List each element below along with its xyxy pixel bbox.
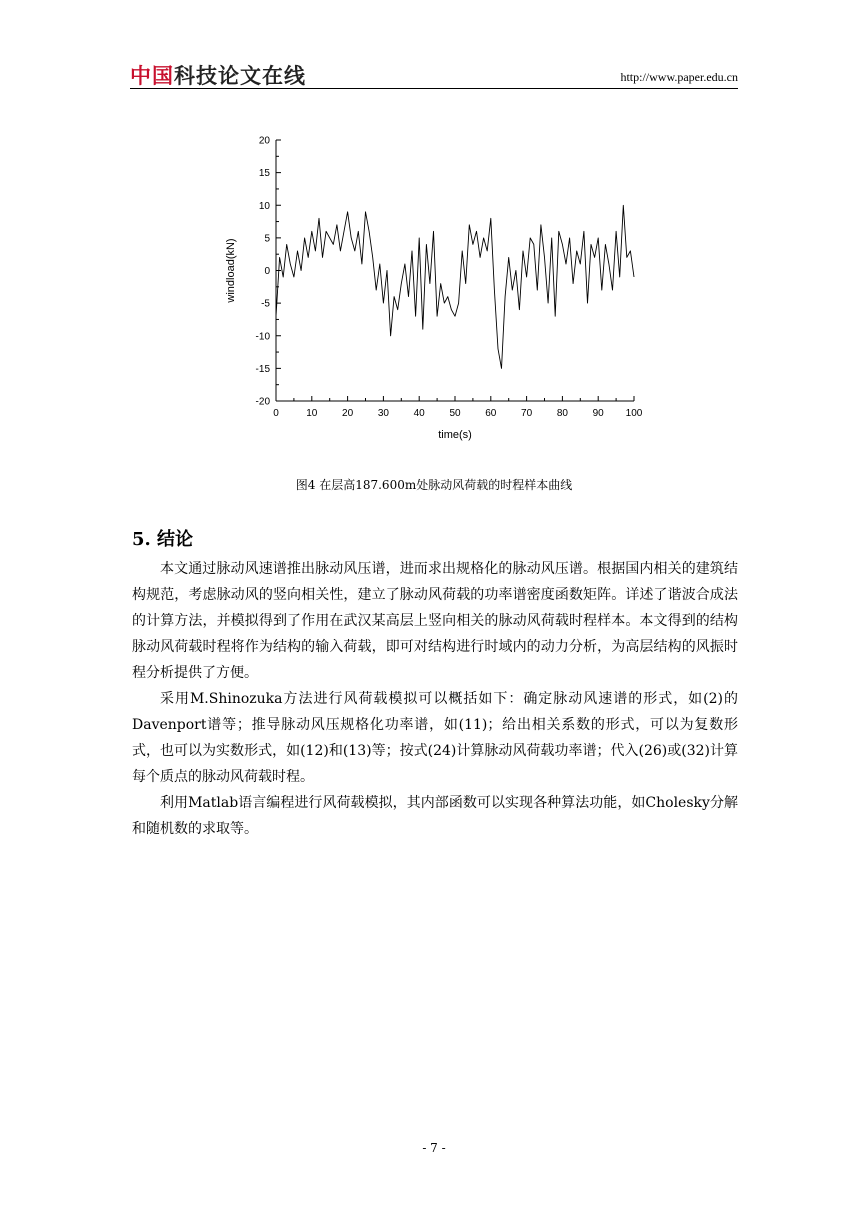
section-body xyxy=(132,556,738,842)
x-tick-label: 20 xyxy=(342,408,354,419)
y-tick-label: 15 xyxy=(258,168,270,180)
figure-caption: 图4 在层高187.600m处脉动风荷载的时程样本曲线 xyxy=(295,478,573,492)
journal-logo xyxy=(130,60,306,90)
y-tick-label: 10 xyxy=(258,200,270,212)
x-tick-label: 30 xyxy=(377,408,389,419)
x-tick-label: 10 xyxy=(306,408,318,419)
paragraph-1: 本文通过脉动风速谱推出脉动风压谱，进而求出规格化的脉动风压谱。根据国内相关的建筑结构规范，考虑脉动风的竖向相关性，建立了脉动风荷载的功率谱密度函数矩阵。详述了谐波合成法的计算方法，并模拟得到了作用在武汉某高层上竖向相关的脉动风荷载时程样本。本文得到的结构脉动风荷载时程将作为结构的输入荷载，即可对结构进行时域内的动力分析，为高层结构的风振时程分析提供了方便。 xyxy=(132,561,738,681)
windload-time-history-chart xyxy=(200,120,660,450)
y-tick-label: -5 xyxy=(261,298,270,310)
x-tick-label: 0 xyxy=(273,408,279,419)
x-tick-label: 70 xyxy=(521,408,533,419)
x-axis-label: time(s) xyxy=(438,429,472,441)
logo-dark-text: 科技论文在线 xyxy=(174,64,306,88)
x-tick-label: 100 xyxy=(625,408,643,419)
header-url[interactable]: http://www.paper.edu.cn xyxy=(620,70,738,84)
windload-series-line xyxy=(276,205,634,368)
x-tick-label: 40 xyxy=(413,408,425,419)
paragraph-3: 利用Matlab语言编程进行风荷载模拟，其内部函数可以实现各种算法功能，如Cholesky分解和随机数的求取等。 xyxy=(132,795,738,837)
y-tick-label: 0 xyxy=(264,266,270,277)
y-tick-label: -10 xyxy=(255,331,270,343)
x-tick-label: 80 xyxy=(556,408,568,419)
logo-red-text: 中国 xyxy=(130,64,174,88)
page-number: - 7 - xyxy=(422,1141,446,1155)
x-tick-label: 50 xyxy=(449,408,461,419)
paragraph-2: 采用M.Shinozuka方法进行风荷载模拟可以概括如下：确定脉动风速谱的形式，如(2)的Davenport谱等；推导脉动风压规格化功率谱，如(11)；给出相关系数的形式，可以为复数形式，也可以为实数形式，如(12)和(13)等；按式(24)计算脉动风荷载功率谱；代入(26)或(32)计算每个质点的脉动风荷载时程。 xyxy=(132,691,738,785)
x-tick-label: 90 xyxy=(592,408,604,419)
page-header xyxy=(130,58,738,89)
y-tick-label: 5 xyxy=(264,233,270,245)
x-tick-label: 60 xyxy=(485,408,497,419)
y-axis-label: windload(kN) xyxy=(225,238,237,303)
section-title: 5. 结论 xyxy=(132,529,194,550)
y-tick-label: 20 xyxy=(258,135,270,147)
y-tick-label: -20 xyxy=(255,396,270,408)
y-tick-label: -15 xyxy=(255,363,270,375)
